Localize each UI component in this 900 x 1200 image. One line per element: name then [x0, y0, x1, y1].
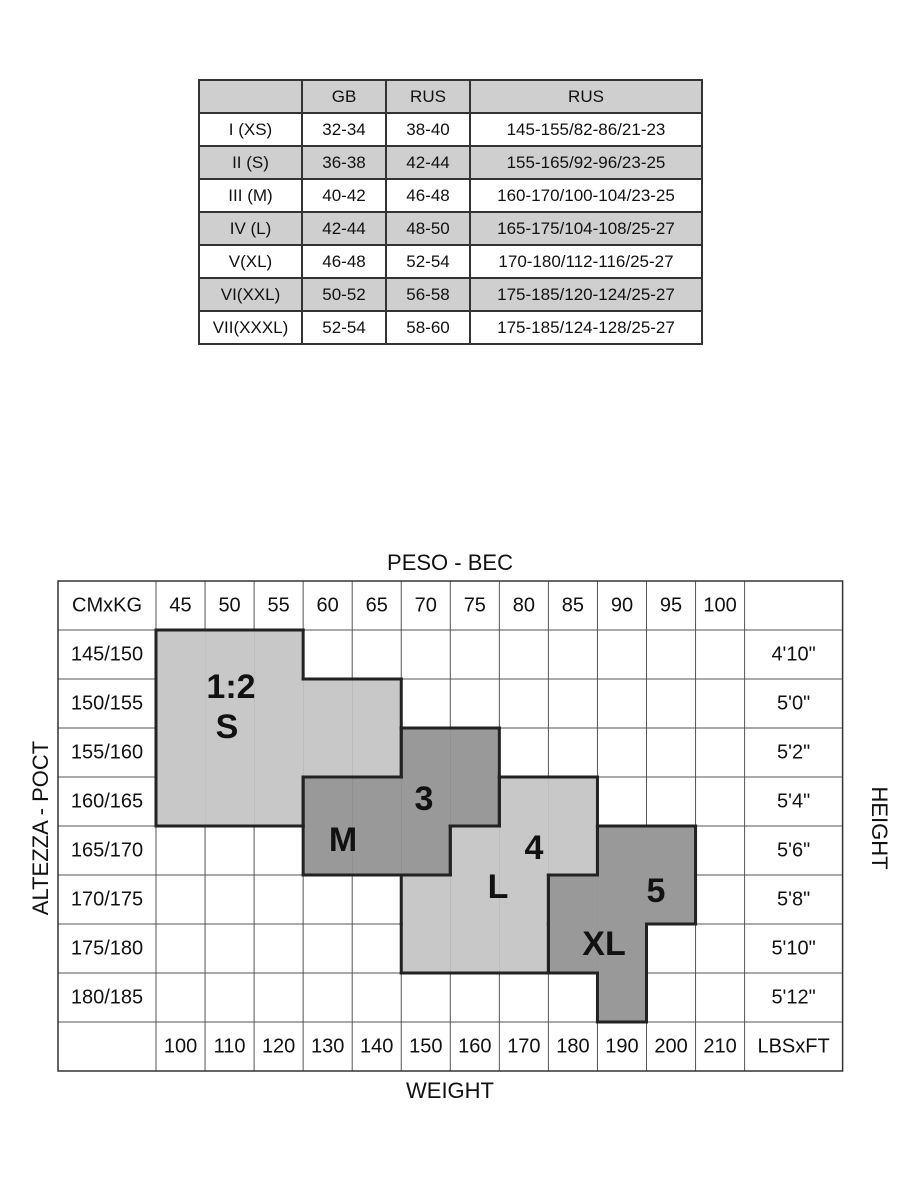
lbs-column-label: 180	[556, 1035, 590, 1058]
zone-cell	[254, 728, 303, 777]
cm-row-label: 150/155	[70, 692, 144, 715]
ft-row-label: 5'8"	[777, 888, 811, 911]
zone-cell	[352, 679, 401, 728]
kg-column-label: 70	[414, 594, 437, 617]
zone-size-label: L	[487, 868, 509, 906]
rus-measurements-cell: 175-185/124-128/25-27	[470, 311, 702, 344]
cm-row-label: 175/180	[70, 937, 144, 960]
size-name-cell: IV (L)	[199, 212, 302, 245]
lbs-column-label: 120	[261, 1035, 296, 1058]
cm-row-label: 180/185	[70, 986, 144, 1009]
zone-cell	[401, 924, 450, 973]
gb-size-cell: 50-52	[302, 278, 386, 311]
zone-number-label: 3	[414, 780, 434, 818]
rus-measurements-cell: 145-155/82-86/21-23	[470, 113, 702, 146]
zone-cell	[254, 630, 303, 679]
kg-column-label: 65	[365, 594, 388, 617]
zone-size-label: M	[328, 821, 358, 859]
zone-cell	[254, 679, 303, 728]
zone-cell	[548, 826, 597, 875]
chart-title-bottom: WEIGHT	[406, 1078, 494, 1103]
zone-cell	[156, 679, 205, 728]
zone-size-label: XL	[582, 925, 626, 963]
zone-cell	[647, 826, 696, 875]
ft-row-label: 5'0"	[777, 692, 811, 715]
zone-cell	[499, 777, 548, 826]
kg-column-label: 50	[218, 594, 241, 617]
gb-size-cell: 36-38	[302, 146, 386, 179]
lbs-column-label: 140	[360, 1035, 394, 1058]
lbs-column-label: 130	[310, 1035, 345, 1058]
rus-size-cell: 42-44	[386, 146, 470, 179]
rus-size-cell: 56-58	[386, 278, 470, 311]
zone-cell	[303, 728, 352, 777]
ft-row-label: 5'10"	[771, 937, 816, 960]
lbs-column-label: 100	[163, 1035, 198, 1058]
size-name-cell: V(XL)	[199, 245, 302, 278]
zone-cell	[156, 728, 205, 777]
cm-row-label: 155/160	[70, 741, 144, 764]
kg-column-label: 80	[512, 594, 535, 617]
lbs-column-label: 150	[409, 1035, 443, 1058]
ft-row-label: 5'12"	[771, 986, 816, 1009]
rus-measurements-cell: 155-165/92-96/23-25	[470, 146, 702, 179]
cm-row-label: 145/150	[70, 643, 144, 666]
size-table-header-rus-measurements: RUS	[470, 80, 702, 113]
chart-title-left: ALTEZZA - POCT	[28, 740, 53, 916]
gb-size-cell: 46-48	[302, 245, 386, 278]
rus-size-cell: 52-54	[386, 245, 470, 278]
size-name-cell: VII(XXXL)	[199, 311, 302, 344]
zone-cell	[401, 728, 450, 777]
zone-number-label: 5	[646, 872, 666, 910]
zone-number-label: 4	[524, 829, 544, 867]
rus-size-cell: 48-50	[386, 212, 470, 245]
zone-cell	[401, 826, 450, 875]
kg-column-label: 45	[169, 594, 192, 617]
rus-size-cell: 38-40	[386, 113, 470, 146]
lbs-column-label: 200	[654, 1035, 688, 1058]
kg-column-label: 90	[610, 594, 634, 617]
zone-cell	[450, 777, 499, 826]
zone-size-label: S	[215, 708, 239, 746]
ft-row-label: 5'2"	[777, 741, 811, 764]
cm-row-label: 165/170	[70, 839, 144, 862]
zone-cell	[450, 728, 499, 777]
rus-size-cell: 46-48	[386, 179, 470, 212]
gb-size-cell: 32-34	[302, 113, 386, 146]
lbs-column-label: 160	[458, 1035, 492, 1058]
zone-cell	[401, 875, 450, 924]
kg-column-label: 95	[659, 594, 683, 617]
zone-cell	[597, 973, 646, 1022]
kg-column-label: 100	[703, 594, 737, 617]
zone-cell	[156, 777, 205, 826]
size-table-header-rus: RUS	[386, 80, 470, 113]
zone-number-label: 1:2	[206, 668, 256, 706]
zone-cell	[303, 679, 352, 728]
size-table-header-gb: GB	[302, 80, 386, 113]
zone-cell	[352, 728, 401, 777]
cm-row-label: 170/175	[70, 888, 144, 911]
kg-column-label: 85	[561, 594, 585, 617]
lbs-column-label: 210	[703, 1035, 737, 1058]
size-name-cell: I (XS)	[199, 113, 302, 146]
kg-column-label: 60	[316, 594, 339, 617]
zone-cell	[352, 777, 401, 826]
rus-measurements-cell: 170-180/112-116/25-27	[470, 245, 702, 278]
zone-cell	[548, 875, 597, 924]
chart-title-right: HEIGHT	[867, 786, 892, 870]
rus-size-cell: 58-60	[386, 311, 470, 344]
corner-label-cmxkg: CMxKG	[72, 594, 142, 617]
gb-size-cell: 52-54	[302, 311, 386, 344]
cm-row-label: 160/165	[70, 790, 144, 813]
zone-cell	[205, 777, 254, 826]
lbs-column-label: 110	[213, 1035, 246, 1058]
ft-row-label: 4'10"	[771, 643, 816, 666]
zone-cell	[548, 777, 597, 826]
zone-cell	[352, 826, 401, 875]
kg-column-label: 55	[267, 594, 290, 617]
rus-measurements-cell: 175-185/120-124/25-27	[470, 278, 702, 311]
gb-size-cell: 40-42	[302, 179, 386, 212]
size-name-cell: VI(XXL)	[199, 278, 302, 311]
zone-cell	[597, 875, 646, 924]
zone-cell	[156, 630, 205, 679]
kg-column-label: 75	[463, 594, 486, 617]
size-name-cell: II (S)	[199, 146, 302, 179]
size-name-cell: III (M)	[199, 179, 302, 212]
zone-cell	[450, 924, 499, 973]
rus-measurements-cell: 160-170/100-104/23-25	[470, 179, 702, 212]
chart-title-top: PESO - BEC	[387, 550, 513, 575]
rus-measurements-cell: 165-175/104-108/25-27	[470, 212, 702, 245]
zone-cell	[254, 777, 303, 826]
zone-cell	[303, 777, 352, 826]
gb-size-cell: 42-44	[302, 212, 386, 245]
ft-row-label: 5'6"	[777, 839, 811, 862]
zone-cell	[597, 826, 646, 875]
lbs-column-label: 170	[507, 1035, 541, 1058]
lbs-column-label: 190	[605, 1035, 639, 1058]
ft-row-label: 5'4"	[777, 790, 811, 813]
corner-label-lbsxft: LBSxFT	[757, 1035, 830, 1058]
zone-cell	[499, 924, 548, 973]
